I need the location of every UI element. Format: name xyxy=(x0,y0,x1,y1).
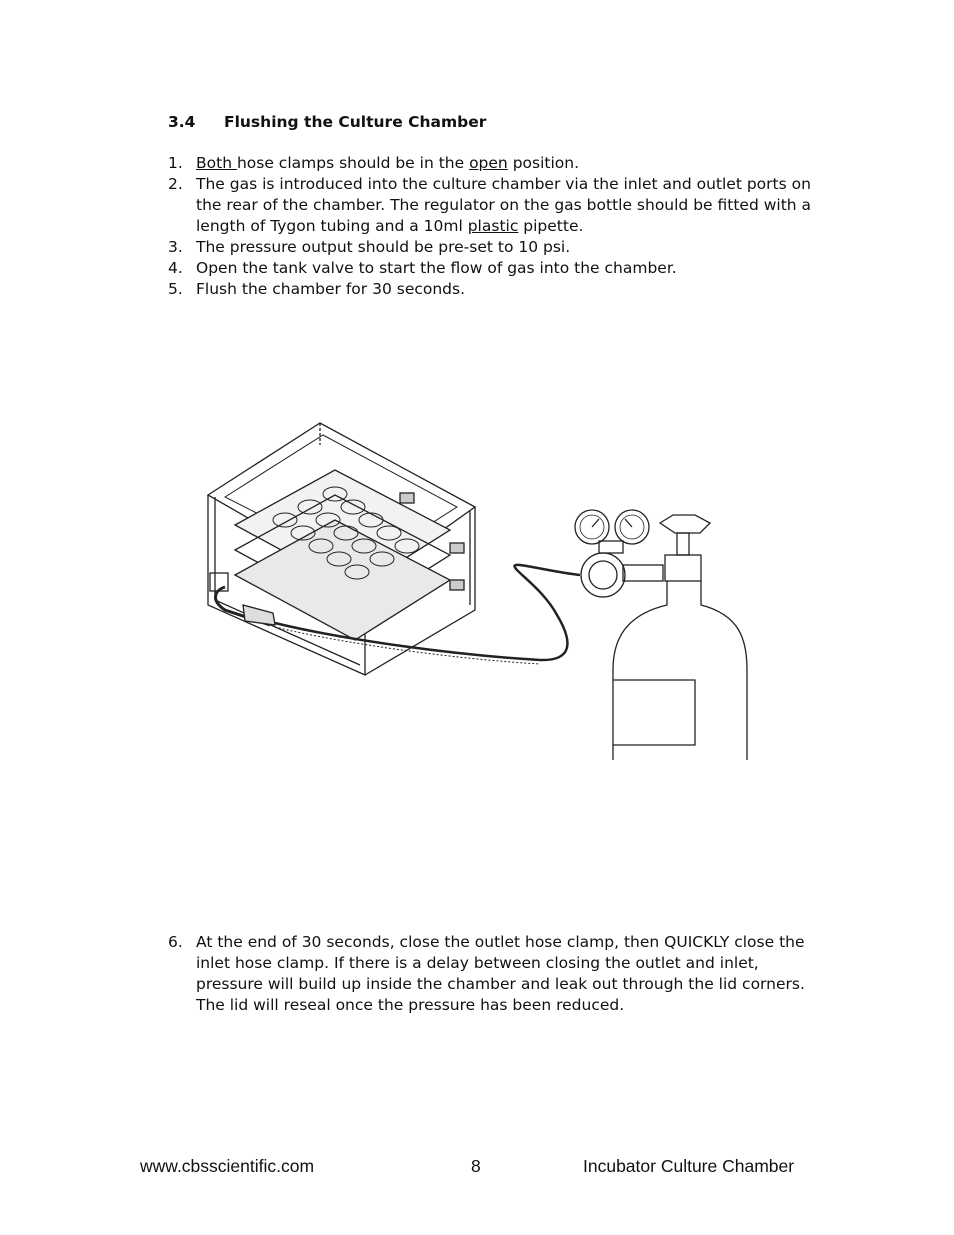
list-item xyxy=(168,258,828,279)
section-heading xyxy=(168,113,486,131)
list-item xyxy=(168,153,828,174)
step-text: pipette. xyxy=(518,217,584,235)
step-number: 5. xyxy=(168,280,183,298)
list-item xyxy=(168,174,828,237)
step-number: 1. xyxy=(168,154,183,172)
footer-page-number: 8 xyxy=(471,1156,481,1176)
chamber-gas-cylinder-illustration xyxy=(195,415,755,765)
step-text: position. xyxy=(507,154,580,172)
underlined-text: Both xyxy=(196,154,237,172)
step-number: 6. xyxy=(168,933,183,951)
list-item xyxy=(168,932,828,1016)
step-number: 2. xyxy=(168,175,183,193)
section-number: 3.4 xyxy=(168,113,196,131)
gas-cylinder xyxy=(613,581,747,760)
section-title: Flushing the Culture Chamber xyxy=(224,113,487,131)
steps-list-continued xyxy=(168,932,828,1016)
step-text: At the end of 30 seconds, close the outlet hose clamp, then QUICKLY close the inlet hose clamp. If there is a delay between closing the outlet and inlet, pressure will build up inside the chamber and leak out through the lid corners. The lid will reseal once the pressure has been reduced. xyxy=(196,933,805,1014)
step-text: The pressure output should be pre-set to 10 psi. xyxy=(196,238,571,256)
steps-list xyxy=(168,153,828,300)
list-item xyxy=(168,279,828,300)
step-text: hose clamps should be in the xyxy=(236,154,470,172)
underlined-text: open xyxy=(469,154,508,172)
underlined-text: plastic xyxy=(467,217,519,235)
step-text: The gas is introduced into the culture chamber via the inlet and outlet ports on the rear of the chamber. The regulator on the gas bottle should be fitted with a length of Tygon tubing and a 10ml xyxy=(196,175,812,235)
footer-website: www.cbsscientific.com xyxy=(140,1156,315,1176)
step-text: Open the tank valve to start the flow of gas into the chamber. xyxy=(196,259,677,277)
step-text: Flush the chamber for 30 seconds. xyxy=(196,280,466,298)
gas-regulator xyxy=(575,510,710,597)
step-number: 4. xyxy=(168,259,183,277)
list-item xyxy=(168,237,828,258)
step-number: 3. xyxy=(168,238,183,256)
footer-document-title: Incubator Culture Chamber xyxy=(583,1156,795,1176)
